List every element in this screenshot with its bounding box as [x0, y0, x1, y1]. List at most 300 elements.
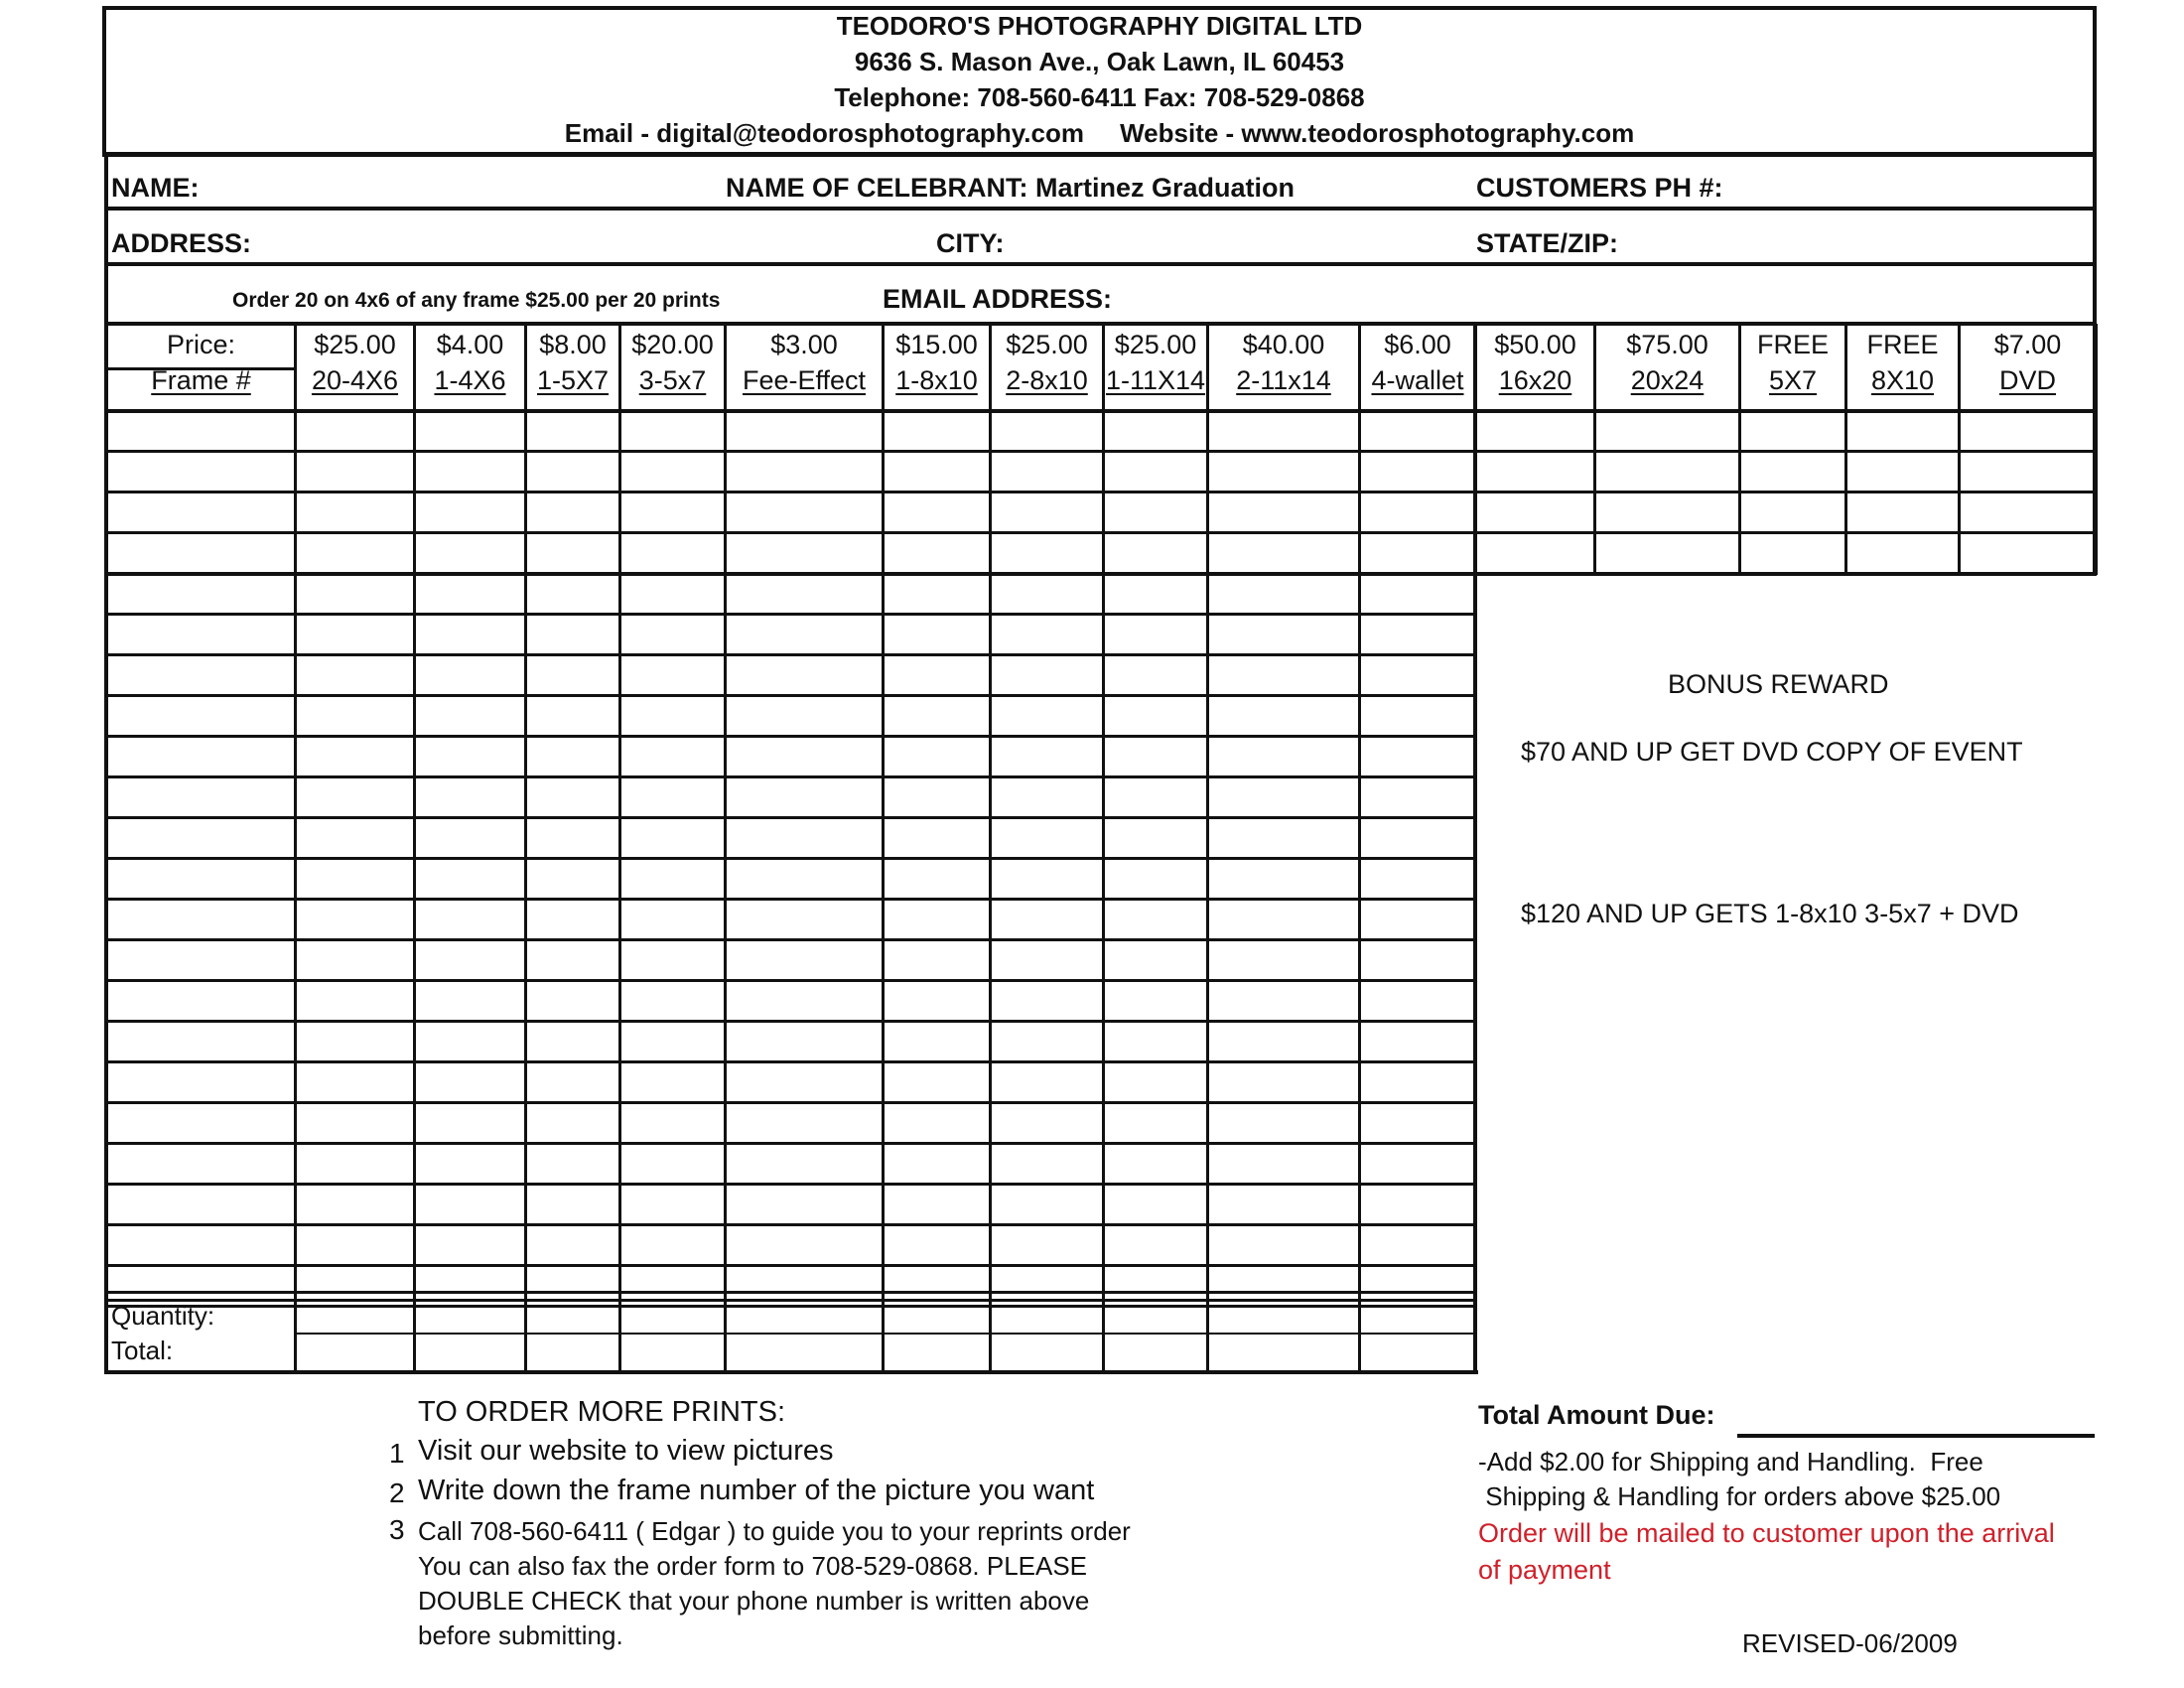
quantity-cell[interactable]: [885, 453, 989, 491]
quantity-cell[interactable]: [621, 493, 724, 531]
quantity-cell[interactable]: [297, 1267, 413, 1305]
quantity-cell[interactable]: [297, 941, 413, 979]
quantity-cell[interactable]: [416, 819, 524, 857]
quantity-cell[interactable]: [1209, 1063, 1358, 1101]
quantity-cell[interactable]: [727, 1104, 882, 1142]
quantity-cell[interactable]: [416, 1267, 524, 1305]
quantity-cell[interactable]: [992, 982, 1102, 1020]
frame-number-cell[interactable]: [111, 493, 294, 531]
quantity-cell[interactable]: [1209, 1145, 1358, 1183]
quantity-cell[interactable]: [621, 982, 724, 1020]
quantity-cell[interactable]: [727, 575, 882, 613]
quantity-cell[interactable]: [1209, 941, 1358, 979]
quantity-cell[interactable]: [992, 493, 1102, 531]
bonus-line-2: $120 AND UP GETS 1-8x10 3-5x7 + DVD: [1521, 899, 2019, 928]
quantity-cell[interactable]: [1741, 534, 1844, 572]
quantity-cell[interactable]: [527, 1267, 618, 1305]
column-price: $6.00: [1384, 330, 1451, 359]
quantity-cell[interactable]: [1105, 656, 1206, 694]
quantity-cell[interactable]: [1477, 493, 1593, 531]
quantity-cell[interactable]: [885, 1023, 989, 1060]
quantity-cell[interactable]: [1209, 860, 1358, 898]
quantity-cell[interactable]: [416, 860, 524, 898]
quantity-cell[interactable]: [727, 656, 882, 694]
quantity-cell[interactable]: [727, 697, 882, 735]
quantity-cell[interactable]: [1209, 656, 1358, 694]
mail-note: Order will be mailed to customer upon the arrival: [1478, 1518, 2055, 1548]
quantity-cell[interactable]: [416, 697, 524, 735]
quantity-cell[interactable]: [416, 1186, 524, 1223]
quantity-cell[interactable]: [727, 1186, 882, 1223]
quantity-cell[interactable]: [297, 453, 413, 491]
quantity-cell[interactable]: [1361, 1104, 1474, 1142]
quantity-cell[interactable]: [1105, 941, 1206, 979]
quantity-cell[interactable]: [992, 1226, 1102, 1264]
quantity-cell[interactable]: [1361, 1145, 1474, 1183]
quantity-cell[interactable]: [727, 1063, 882, 1101]
quantity-cell[interactable]: [1105, 412, 1206, 450]
frame-number-cell[interactable]: [111, 738, 294, 775]
quantity-cell[interactable]: [992, 1186, 1102, 1223]
quantity-cell[interactable]: [1209, 778, 1358, 816]
quantity-cell[interactable]: [416, 1023, 524, 1060]
quantity-cell[interactable]: [885, 901, 989, 938]
column-item: 8X10: [1870, 365, 1935, 395]
quantity-cell[interactable]: [1209, 534, 1358, 572]
column-item: DVD: [1998, 365, 2056, 395]
quantity-cell[interactable]: [992, 412, 1102, 450]
quantity-cell[interactable]: [885, 1186, 989, 1223]
quantity-cell[interactable]: [621, 453, 724, 491]
quantity-cell[interactable]: [1105, 453, 1206, 491]
state-zip-field[interactable]: STATE/ZIP:: [1476, 228, 1618, 258]
quantity-cell[interactable]: [885, 1104, 989, 1142]
quantity-cell[interactable]: [1361, 778, 1474, 816]
frame-number-cell[interactable]: [111, 1226, 294, 1264]
quantity-cell[interactable]: [416, 1063, 524, 1101]
quantity-cell[interactable]: [297, 616, 413, 653]
quantity-cell[interactable]: [885, 941, 989, 979]
quantity-cell[interactable]: [527, 778, 618, 816]
frame-number-cell[interactable]: [111, 901, 294, 938]
city-field[interactable]: CITY:: [936, 228, 1005, 258]
quantity-cell[interactable]: [527, 1063, 618, 1101]
quantity-cell[interactable]: [727, 453, 882, 491]
quantity-cell[interactable]: [885, 1226, 989, 1264]
quantity-cell[interactable]: [1361, 1023, 1474, 1060]
quantity-cell[interactable]: [1105, 534, 1206, 572]
quantity-cell[interactable]: [416, 1226, 524, 1264]
frame-number-cell[interactable]: [111, 941, 294, 979]
quantity-cell[interactable]: [992, 697, 1102, 735]
quantity-cell[interactable]: [885, 656, 989, 694]
quantity-cell[interactable]: [727, 778, 882, 816]
company-address: 9636 S. Mason Ave., Oak Lawn, IL 60453: [854, 47, 1345, 76]
quantity-cell[interactable]: [416, 901, 524, 938]
quantity-cell[interactable]: [1209, 697, 1358, 735]
frame-number-cell[interactable]: [111, 1023, 294, 1060]
quantity-cell[interactable]: [885, 493, 989, 531]
quantity-cell[interactable]: [297, 860, 413, 898]
quantity-cell[interactable]: [1105, 1186, 1206, 1223]
company-phones: Telephone: 708-560-6411 Fax: 708-529-0868: [834, 82, 1365, 112]
quantity-cell[interactable]: [527, 1104, 618, 1142]
email-field[interactable]: EMAIL ADDRESS:: [883, 284, 1113, 314]
quantity-cell[interactable]: [621, 1104, 724, 1142]
quantity-cell[interactable]: [1209, 575, 1358, 613]
quantity-cell[interactable]: [1209, 901, 1358, 938]
quantity-cell[interactable]: [1596, 453, 1738, 491]
quantity-cell[interactable]: [1961, 453, 2095, 491]
column-price: $25.00: [1006, 330, 1088, 359]
quantity-cell[interactable]: [1361, 697, 1474, 735]
quantity-cell[interactable]: [297, 697, 413, 735]
quantity-cell[interactable]: [297, 1186, 413, 1223]
quantity-cell[interactable]: [621, 1186, 724, 1223]
frame-number-cell[interactable]: [111, 1063, 294, 1101]
quantity-cell[interactable]: [1361, 819, 1474, 857]
grid-line: [294, 1333, 1477, 1335]
quantity-cell[interactable]: [297, 738, 413, 775]
shipping-note: Shipping & Handling for orders above $25.00: [1478, 1481, 2001, 1511]
quantity-cell[interactable]: [621, 1145, 724, 1183]
quantity-cell[interactable]: [527, 1186, 618, 1223]
column-price: FREE: [1756, 330, 1829, 359]
address-field[interactable]: ADDRESS:: [111, 228, 252, 258]
shipping-note: -Add $2.00 for Shipping and Handling. Free: [1478, 1447, 1983, 1477]
quantity-cell[interactable]: [621, 534, 724, 572]
quantity-cell[interactable]: [727, 982, 882, 1020]
quantity-cell[interactable]: [1361, 860, 1474, 898]
column-price: $15.00: [895, 330, 978, 359]
quantity-cell[interactable]: [1209, 982, 1358, 1020]
quantity-cell[interactable]: [885, 575, 989, 613]
quantity-cell[interactable]: [527, 941, 618, 979]
quantity-cell[interactable]: [1847, 453, 1958, 491]
frame-number-cell[interactable]: [111, 453, 294, 491]
quantity-cell[interactable]: [727, 1267, 882, 1305]
quantity-cell[interactable]: [527, 982, 618, 1020]
quantity-cell[interactable]: [416, 738, 524, 775]
column-item: 16x20: [1498, 365, 1572, 395]
quantity-cell[interactable]: [885, 1063, 989, 1101]
revised-date: REVISED-06/2009: [1742, 1628, 1958, 1658]
quantity-cell[interactable]: [727, 1023, 882, 1060]
step-text: Write down the frame number of the picture you want: [418, 1475, 1095, 1506]
quantity-cell[interactable]: [1361, 738, 1474, 775]
quantity-cell[interactable]: [527, 575, 618, 613]
quantity-cell[interactable]: [1961, 412, 2095, 450]
quantity-cell[interactable]: [416, 412, 524, 450]
quantity-cell[interactable]: [1105, 1267, 1206, 1305]
quantity-cell[interactable]: [1105, 738, 1206, 775]
quantity-cell[interactable]: [1209, 1023, 1358, 1060]
total-amount-due-label: Total Amount Due:: [1478, 1400, 1715, 1430]
quantity-cell[interactable]: [297, 1226, 413, 1264]
quantity-cell[interactable]: [727, 412, 882, 450]
quantity-cell[interactable]: [885, 860, 989, 898]
quantity-cell[interactable]: [297, 1023, 413, 1060]
quantity-cell[interactable]: [1361, 1063, 1474, 1101]
quantity-cell[interactable]: [992, 656, 1102, 694]
quantity-cell[interactable]: [727, 738, 882, 775]
quantity-cell[interactable]: [992, 738, 1102, 775]
quantity-cell[interactable]: [416, 941, 524, 979]
frame-number-cell[interactable]: [111, 778, 294, 816]
quantity-cell[interactable]: [885, 819, 989, 857]
quantity-cell[interactable]: [727, 616, 882, 653]
quantity-cell[interactable]: [1361, 412, 1474, 450]
quantity-cell[interactable]: [1105, 616, 1206, 653]
grid-line: [104, 324, 108, 1373]
quantity-cell[interactable]: [885, 778, 989, 816]
mail-note: of payment: [1478, 1555, 1611, 1585]
quantity-cell[interactable]: [1361, 575, 1474, 613]
quantity-cell[interactable]: [1596, 534, 1738, 572]
quantity-cell[interactable]: [885, 982, 989, 1020]
quantity-cell[interactable]: [1361, 1186, 1474, 1223]
quantity-cell[interactable]: [621, 656, 724, 694]
frame-number-cell[interactable]: [111, 412, 294, 450]
frame-number-cell[interactable]: [111, 534, 294, 572]
quantity-cell[interactable]: [621, 819, 724, 857]
frame-number-cell[interactable]: [111, 1267, 294, 1305]
quantity-cell[interactable]: [992, 1145, 1102, 1183]
quantity-cell[interactable]: [527, 1226, 618, 1264]
quantity-cell[interactable]: [992, 575, 1102, 613]
quantity-cell[interactable]: [992, 819, 1102, 857]
quantity-cell[interactable]: [1105, 575, 1206, 613]
quantity-cell[interactable]: [416, 575, 524, 613]
quantity-cell[interactable]: [297, 778, 413, 816]
quantity-cell[interactable]: [297, 493, 413, 531]
quantity-cell[interactable]: [297, 1063, 413, 1101]
quantity-cell[interactable]: [1105, 1145, 1206, 1183]
quantity-cell[interactable]: [621, 412, 724, 450]
quantity-cell[interactable]: [992, 778, 1102, 816]
quantity-cell[interactable]: [621, 738, 724, 775]
quantity-cell[interactable]: [527, 1023, 618, 1060]
quantity-cell[interactable]: [992, 1063, 1102, 1101]
column-price: $50.00: [1494, 330, 1576, 359]
quantity-cell[interactable]: [727, 901, 882, 938]
quantity-cell[interactable]: [727, 1145, 882, 1183]
quantity-cell[interactable]: [297, 534, 413, 572]
quantity-cell[interactable]: [1477, 453, 1593, 491]
quantity-cell[interactable]: [1961, 534, 2095, 572]
quantity-cell[interactable]: [992, 616, 1102, 653]
celebrant-field[interactable]: NAME OF CELEBRANT: Martinez Graduation: [726, 173, 1296, 203]
frame-number-cell[interactable]: [111, 982, 294, 1020]
quantity-cell[interactable]: [1105, 493, 1206, 531]
quantity-cell[interactable]: [727, 860, 882, 898]
frame-number-cell[interactable]: [111, 1104, 294, 1142]
quantity-cell[interactable]: [1209, 493, 1358, 531]
quantity-cell[interactable]: [1361, 616, 1474, 653]
quantity-cell[interactable]: [297, 575, 413, 613]
column-item: 1-4X6: [434, 365, 506, 395]
quantity-cell[interactable]: [416, 656, 524, 694]
quantity-cell[interactable]: [527, 493, 618, 531]
quantity-cell[interactable]: [621, 901, 724, 938]
quantity-cell[interactable]: [416, 534, 524, 572]
quantity-cell[interactable]: [297, 1145, 413, 1183]
quantity-cell[interactable]: [527, 697, 618, 735]
name-field[interactable]: NAME:: [111, 173, 200, 203]
quantity-cell[interactable]: [1209, 819, 1358, 857]
quantity-cell[interactable]: [527, 901, 618, 938]
quantity-cell[interactable]: [1847, 493, 1958, 531]
column-item: 2-11x14: [1236, 365, 1331, 395]
quantity-cell[interactable]: [1741, 493, 1844, 531]
quantity-cell[interactable]: [885, 616, 989, 653]
quantity-cell[interactable]: [992, 860, 1102, 898]
quantity-cell[interactable]: [1596, 412, 1738, 450]
quantity-cell[interactable]: [727, 1226, 882, 1264]
quantity-cell[interactable]: [1105, 778, 1206, 816]
quantity-cell[interactable]: [992, 1104, 1102, 1142]
quantity-cell[interactable]: [727, 819, 882, 857]
frame-number-cell[interactable]: [111, 575, 294, 613]
quantity-cell[interactable]: [1105, 1226, 1206, 1264]
quantity-cell[interactable]: [885, 697, 989, 735]
quantity-cell[interactable]: [1209, 412, 1358, 450]
quantity-cell[interactable]: [297, 412, 413, 450]
quantity-cell[interactable]: [1105, 860, 1206, 898]
frame-number-cell[interactable]: [111, 860, 294, 898]
quantity-cell[interactable]: [1361, 534, 1474, 572]
quantity-cell[interactable]: [1209, 1186, 1358, 1223]
quantity-cell[interactable]: [885, 1267, 989, 1305]
quantity-cell[interactable]: [297, 656, 413, 694]
quantity-cell[interactable]: [1847, 534, 1958, 572]
column-item: 20-4X6: [311, 365, 399, 395]
frame-number-cell[interactable]: [111, 819, 294, 857]
quantity-cell[interactable]: [1209, 616, 1358, 653]
quantity-cell[interactable]: [297, 1104, 413, 1142]
bonus-line-1: $70 AND UP GET DVD COPY OF EVENT: [1521, 737, 2023, 767]
quantity-cell[interactable]: [1361, 901, 1474, 938]
quantity-cell[interactable]: [1596, 493, 1738, 531]
quantity-cell[interactable]: [621, 860, 724, 898]
quantity-cell[interactable]: [1741, 412, 1844, 450]
quantity-cell[interactable]: [1105, 901, 1206, 938]
frame-number-cell[interactable]: [111, 616, 294, 653]
quantity-cell[interactable]: [527, 453, 618, 491]
quantity-cell[interactable]: [1209, 738, 1358, 775]
column-item: 3-5x7: [638, 365, 707, 395]
quantity-cell[interactable]: [416, 493, 524, 531]
quantity-cell[interactable]: [1477, 412, 1593, 450]
quantity-cell[interactable]: [992, 941, 1102, 979]
customer-phone-field[interactable]: CUSTOMERS PH #:: [1476, 173, 1723, 203]
quantity-cell[interactable]: [1105, 819, 1206, 857]
quantity-cell[interactable]: [1361, 982, 1474, 1020]
quantity-cell[interactable]: [416, 1145, 524, 1183]
quantity-cell[interactable]: [416, 616, 524, 653]
quantity-cell[interactable]: [621, 1023, 724, 1060]
frame-number-cell[interactable]: [111, 656, 294, 694]
quantity-cell[interactable]: [992, 453, 1102, 491]
quantity-cell[interactable]: [1105, 982, 1206, 1020]
quantity-cell[interactable]: [416, 1104, 524, 1142]
quantity-cell[interactable]: [1105, 697, 1206, 735]
quantity-cell[interactable]: [1361, 1267, 1474, 1305]
quantity-cell[interactable]: [621, 1267, 724, 1305]
quantity-cell[interactable]: [885, 412, 989, 450]
quantity-cell[interactable]: [621, 941, 724, 979]
quantity-cell[interactable]: [1361, 1226, 1474, 1264]
quantity-cell[interactable]: [1209, 1267, 1358, 1305]
quantity-cell[interactable]: [621, 575, 724, 613]
quantity-cell[interactable]: [527, 616, 618, 653]
column-price: $8.00: [539, 330, 607, 359]
quantity-cell[interactable]: [1209, 1104, 1358, 1142]
quantity-cell[interactable]: [621, 1063, 724, 1101]
quantity-cell[interactable]: [527, 656, 618, 694]
quantity-cell[interactable]: [727, 534, 882, 572]
quantity-cell[interactable]: [1361, 453, 1474, 491]
quantity-cell[interactable]: [1105, 1023, 1206, 1060]
frame-number-label: Frame #: [151, 365, 251, 395]
frame-number-cell[interactable]: [111, 1145, 294, 1183]
quantity-cell[interactable]: [727, 493, 882, 531]
quantity-cell[interactable]: [1741, 453, 1844, 491]
quantity-cell[interactable]: [1209, 453, 1358, 491]
company-name: TEODORO'S PHOTOGRAPHY DIGITAL LTD: [836, 11, 1363, 41]
frame-number-cell[interactable]: [111, 697, 294, 735]
quantity-cell[interactable]: [416, 778, 524, 816]
quantity-cell[interactable]: [885, 1145, 989, 1183]
quantity-cell[interactable]: [992, 901, 1102, 938]
quantity-cell[interactable]: [527, 860, 618, 898]
quantity-cell[interactable]: [621, 697, 724, 735]
column-item: 4-wallet: [1371, 365, 1464, 395]
quantity-cell[interactable]: [621, 616, 724, 653]
quantity-cell[interactable]: [527, 1145, 618, 1183]
quantity-cell[interactable]: [1961, 493, 2095, 531]
quantity-cell[interactable]: [416, 453, 524, 491]
quantity-cell[interactable]: [527, 738, 618, 775]
quantity-cell[interactable]: [992, 534, 1102, 572]
quantity-cell[interactable]: [885, 738, 989, 775]
quantity-cell[interactable]: [1209, 1226, 1358, 1264]
quantity-cell[interactable]: [1105, 1104, 1206, 1142]
quantity-cell[interactable]: [727, 941, 882, 979]
quantity-cell[interactable]: [1361, 941, 1474, 979]
quantity-cell[interactable]: [297, 901, 413, 938]
frame-number-cell[interactable]: [111, 1186, 294, 1223]
quantity-cell[interactable]: [1105, 1063, 1206, 1101]
quantity-cell[interactable]: [621, 778, 724, 816]
column-item: 5X7: [1768, 365, 1818, 395]
quantity-cell[interactable]: [527, 819, 618, 857]
quantity-cell[interactable]: [1847, 412, 1958, 450]
quantity-cell[interactable]: [1361, 656, 1474, 694]
quantity-cell[interactable]: [297, 819, 413, 857]
quantity-cell[interactable]: [527, 534, 618, 572]
quantity-cell[interactable]: [885, 534, 989, 572]
total-amount-due-line[interactable]: [1737, 1434, 2095, 1438]
quantity-cell[interactable]: [1477, 534, 1593, 572]
quantity-cell[interactable]: [297, 982, 413, 1020]
quantity-cell[interactable]: [992, 1023, 1102, 1060]
quantity-cell[interactable]: [621, 1226, 724, 1264]
quantity-cell[interactable]: [416, 982, 524, 1020]
quantity-cell[interactable]: [992, 1267, 1102, 1305]
quantity-cell[interactable]: [527, 412, 618, 450]
quantity-cell[interactable]: [1361, 493, 1474, 531]
